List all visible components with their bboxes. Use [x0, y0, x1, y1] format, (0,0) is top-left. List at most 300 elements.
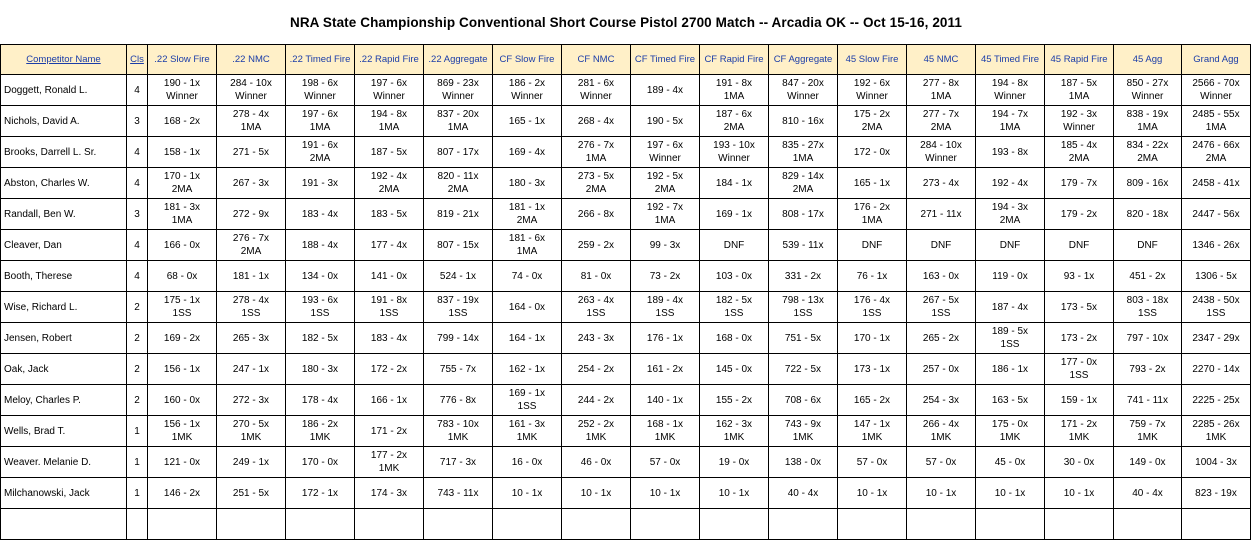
score-value: 267 - 3x: [232, 177, 270, 189]
score-value: 10 - 1x: [580, 487, 612, 499]
score-value: 140 - 1x: [646, 394, 684, 406]
score-cell: [286, 323, 355, 354]
score-cell: [1182, 292, 1251, 323]
score-cell: [355, 354, 424, 385]
score-value: 183 - 5x: [370, 208, 408, 220]
score-value: 2485 - 55x: [1192, 109, 1240, 120]
score-value: 331 - 2x: [784, 270, 822, 282]
score-cell: [631, 447, 700, 478]
score-cell: [148, 478, 217, 509]
score-value: 163 - 0x: [922, 270, 960, 282]
score-cell: [148, 354, 217, 385]
score-value: 159 - 1x: [1060, 394, 1098, 406]
award-label: 1SS: [448, 308, 468, 319]
table-row: [1, 385, 1251, 416]
score-value: 189 - 5x: [991, 326, 1029, 337]
score-cell: [700, 478, 769, 509]
score-cell: [286, 168, 355, 199]
competitor-class: 1: [127, 416, 148, 447]
score-value: 838 - 19x: [1126, 109, 1169, 120]
score-value: 162 - 3x: [715, 419, 753, 430]
score-value: 2447 - 56x: [1192, 208, 1240, 220]
score-value: 189 - 4x: [646, 84, 684, 96]
award-label: 2MA: [240, 246, 262, 257]
score-cell: [907, 478, 976, 509]
award-label: Winner: [166, 91, 198, 102]
award-label: 2MA: [585, 184, 607, 195]
score-value: 272 - 9x: [232, 208, 270, 220]
sort-by-class-link[interactable]: Cls: [130, 54, 144, 65]
score-cell: [631, 292, 700, 323]
score-cell: [148, 447, 217, 478]
score-value: DNF: [723, 239, 745, 251]
score-value: 198 - 6x: [301, 78, 339, 89]
score-cell: [562, 323, 631, 354]
score-value: 809 - 16x: [1126, 177, 1169, 189]
score-cell: [838, 478, 907, 509]
score-value: 161 - 3x: [508, 419, 546, 430]
score-value: 175 - 1x: [163, 295, 201, 306]
table-row: [1, 199, 1251, 230]
class-header: [127, 45, 148, 75]
score-cell: [976, 478, 1045, 509]
score-cell: [217, 385, 286, 416]
score-cell: [148, 323, 217, 354]
score-cell: [907, 230, 976, 261]
score-value: 121 - 0x: [163, 456, 201, 468]
score-value: 183 - 4x: [301, 208, 339, 220]
score-cell: [217, 137, 286, 168]
score-cell: [1114, 230, 1182, 261]
score-cell: [217, 323, 286, 354]
score-value: 243 - 3x: [577, 332, 615, 344]
competitor-name: Abston, Charles W.: [1, 168, 127, 199]
award-label: 1MA: [999, 122, 1021, 133]
score-cell: [769, 323, 838, 354]
score-cell: [217, 199, 286, 230]
table-row: [1, 168, 1251, 199]
column-header: 45 Timed Fire: [976, 45, 1045, 75]
score-cell: [838, 416, 907, 447]
score-cell: [769, 354, 838, 385]
award-label: 1MA: [447, 122, 469, 133]
score-cell: [1045, 354, 1114, 385]
score-cell: [1182, 447, 1251, 478]
award-label: 2MA: [378, 184, 400, 195]
score-value: 755 - 7x: [439, 363, 477, 375]
column-header: CF NMC: [562, 45, 631, 75]
score-cell: [148, 168, 217, 199]
award-label: 1SS: [172, 308, 192, 319]
score-value: 1004 - 3x: [1195, 456, 1237, 468]
score-value: 174 - 3x: [370, 487, 408, 499]
score-value: 187 - 6x: [715, 109, 753, 120]
award-label: 2MA: [792, 184, 814, 195]
score-cell: [562, 478, 631, 509]
score-value: 820 - 11x: [437, 171, 479, 182]
award-label: 1MK: [654, 432, 676, 443]
score-value: 166 - 0x: [163, 239, 201, 251]
score-cell: [769, 478, 838, 509]
score-cell: [976, 230, 1045, 261]
score-value: 181 - 1x: [232, 270, 270, 282]
column-header: CF Timed Fire: [631, 45, 700, 75]
score-cell: [1045, 478, 1114, 509]
score-value: 170 - 0x: [301, 456, 339, 468]
score-cell: [1045, 292, 1114, 323]
score-value: 194 - 8x: [991, 78, 1029, 89]
score-value: 259 - 2x: [577, 239, 615, 251]
score-value: 2285 - 26x: [1192, 419, 1240, 430]
score-cell: [217, 261, 286, 292]
score-value: 277 - 7x: [922, 109, 960, 120]
score-cell: [1182, 385, 1251, 416]
award-label: 1MA: [309, 122, 331, 133]
score-value: 138 - 0x: [784, 456, 822, 468]
sort-by-name-link[interactable]: Competitor Name: [26, 54, 101, 65]
score-value: 192 - 6x: [853, 78, 891, 89]
award-label: 1SS: [1000, 339, 1020, 350]
award-label: 1MK: [999, 432, 1021, 443]
award-label: 1MK: [1068, 432, 1090, 443]
score-value: 160 - 0x: [163, 394, 201, 406]
award-label: Winner: [304, 91, 336, 102]
award-label: Winner: [994, 91, 1026, 102]
score-cell: [976, 385, 1045, 416]
score-value: 847 - 20x: [782, 78, 824, 89]
score-value: 185 - 4x: [1060, 140, 1098, 151]
score-value: 141 - 0x: [370, 270, 408, 282]
award-label: 1MA: [723, 91, 745, 102]
score-cell: [976, 447, 1045, 478]
score-cell: [769, 75, 838, 106]
column-header: .22 Rapid Fire: [355, 45, 424, 75]
score-cell: [493, 261, 562, 292]
competitor-class: 4: [127, 261, 148, 292]
score-value: 2347 - 29x: [1192, 332, 1240, 344]
score-cell: [148, 199, 217, 230]
score-cell: [1114, 199, 1182, 230]
award-label: 1MK: [447, 432, 469, 443]
score-cell: [838, 75, 907, 106]
score-value: 539 - 11x: [782, 239, 824, 251]
score-cell: [631, 230, 700, 261]
empty-cell: [1, 509, 127, 540]
score-value: 164 - 0x: [508, 301, 546, 313]
score-value: 10 - 1x: [1063, 487, 1095, 499]
score-value: 271 - 11x: [920, 208, 962, 220]
empty-cell: [769, 509, 838, 540]
score-value: 155 - 2x: [715, 394, 753, 406]
score-value: 193 - 6x: [301, 295, 339, 306]
score-value: 2476 - 66x: [1192, 140, 1240, 151]
score-value: 850 - 27x: [1126, 78, 1169, 89]
competitor-name: Jensen, Robert: [1, 323, 127, 354]
score-value: 276 - 7x: [577, 140, 615, 151]
award-label: 1MK: [240, 432, 262, 443]
score-value: 178 - 4x: [301, 394, 339, 406]
score-value: 57 - 0x: [925, 456, 957, 468]
score-cell: [907, 168, 976, 199]
score-cell: [907, 416, 976, 447]
score-cell: [631, 416, 700, 447]
score-value: 191 - 3x: [301, 177, 339, 189]
score-value: 2438 - 50x: [1192, 295, 1240, 306]
score-value: 156 - 1x: [163, 419, 201, 430]
award-label: 1MA: [585, 153, 607, 164]
score-value: 182 - 5x: [715, 295, 753, 306]
score-cell: [631, 385, 700, 416]
competitor-name: Nichols, David A.: [1, 106, 127, 137]
award-label: 1SS: [1206, 308, 1226, 319]
award-label: 1MA: [1205, 122, 1227, 133]
score-value: 820 - 18x: [1126, 208, 1169, 220]
score-value: 194 - 3x: [991, 202, 1029, 213]
award-label: Winner: [1063, 122, 1095, 133]
score-value: 10 - 1x: [994, 487, 1026, 499]
score-value: 273 - 5x: [577, 171, 615, 182]
page-title: NRA State Championship Conventional Short Course Pistol 2700 Match -- Arcadia OK -- Oct 15-16, 2011: [289, 14, 963, 30]
score-cell: [769, 230, 838, 261]
score-cell: [562, 75, 631, 106]
score-value: 176 - 2x: [853, 202, 891, 213]
score-value: 10 - 1x: [649, 487, 681, 499]
score-cell: [1114, 75, 1182, 106]
score-value: 10 - 1x: [511, 487, 543, 499]
score-value: 76 - 1x: [856, 270, 888, 282]
score-cell: [769, 168, 838, 199]
score-cell: [493, 478, 562, 509]
score-value: 191 - 8x: [715, 78, 753, 89]
award-label: 1MA: [171, 215, 193, 226]
table-row: [1, 478, 1251, 509]
score-cell: [838, 137, 907, 168]
score-value: 834 - 22x: [1126, 140, 1169, 151]
score-value: 149 - 0x: [1129, 456, 1166, 468]
competitor-class: 2: [127, 292, 148, 323]
table-row: [1, 292, 1251, 323]
score-cell: [631, 354, 700, 385]
score-cell: [286, 385, 355, 416]
score-cell: [217, 75, 286, 106]
score-cell: [1045, 447, 1114, 478]
score-value: 187 - 5x: [370, 146, 408, 158]
score-value: 170 - 1x: [853, 332, 891, 344]
score-value: 194 - 7x: [991, 109, 1029, 120]
score-cell: [1182, 168, 1251, 199]
score-cell: [976, 137, 1045, 168]
score-value: 281 - 6x: [577, 78, 615, 89]
score-value: 717 - 3x: [439, 456, 477, 468]
score-cell: [907, 354, 976, 385]
award-label: 1SS: [724, 308, 744, 319]
score-value: 173 - 2x: [1060, 332, 1098, 344]
score-cell: [700, 137, 769, 168]
score-value: 146 - 2x: [163, 487, 201, 499]
score-value: 257 - 0x: [922, 363, 960, 375]
column-header: .22 NMC: [217, 45, 286, 75]
score-cell: [769, 292, 838, 323]
score-cell: [286, 230, 355, 261]
empty-cell: [1045, 509, 1114, 540]
award-label: 1MK: [171, 432, 193, 443]
score-cell: [631, 199, 700, 230]
award-label: 1MK: [378, 463, 400, 474]
score-cell: [1114, 292, 1182, 323]
competitor-class: 4: [127, 168, 148, 199]
score-cell: [976, 354, 1045, 385]
score-cell: [217, 230, 286, 261]
column-header: 45 Agg: [1114, 45, 1182, 75]
competitor-class: 2: [127, 385, 148, 416]
score-value: 266 - 8x: [577, 208, 615, 220]
column-header: CF Aggregate: [769, 45, 838, 75]
award-label: 1MK: [723, 432, 745, 443]
award-label: Winner: [649, 153, 681, 164]
award-label: 1MA: [861, 215, 883, 226]
score-cell: [286, 137, 355, 168]
award-label: Winner: [373, 91, 405, 102]
table-row: [1, 447, 1251, 478]
award-label: 2MA: [1205, 153, 1227, 164]
score-cell: [424, 137, 493, 168]
score-cell: [1114, 447, 1182, 478]
score-cell: [562, 416, 631, 447]
score-value: 156 - 1x: [163, 363, 201, 375]
results-table: [0, 44, 1251, 540]
score-cell: [1045, 106, 1114, 137]
empty-cell: [700, 509, 769, 540]
score-value: 272 - 3x: [232, 394, 270, 406]
score-cell: [217, 106, 286, 137]
score-value: 263 - 4x: [577, 295, 615, 306]
score-cell: [1045, 75, 1114, 106]
award-label: Winner: [1131, 91, 1164, 102]
score-cell: [838, 199, 907, 230]
header-row: [1, 45, 1251, 75]
score-cell: [976, 75, 1045, 106]
score-cell: [631, 168, 700, 199]
score-value: 722 - 5x: [784, 363, 822, 375]
score-value: 743 - 9x: [784, 419, 822, 430]
competitor-class: 2: [127, 323, 148, 354]
column-header: .22 Timed Fire: [286, 45, 355, 75]
score-value: 180 - 3x: [301, 363, 339, 375]
competitor-class: 3: [127, 199, 148, 230]
score-cell: [493, 106, 562, 137]
score-cell: [562, 106, 631, 137]
score-cell: [700, 106, 769, 137]
score-value: 186 - 2x: [301, 419, 339, 430]
score-value: 169 - 1x: [508, 388, 546, 399]
score-cell: [493, 447, 562, 478]
score-cell: [424, 292, 493, 323]
score-value: 837 - 19x: [437, 295, 479, 306]
column-header: 45 Slow Fire: [838, 45, 907, 75]
score-cell: [424, 168, 493, 199]
score-value: 743 - 11x: [437, 487, 479, 499]
score-value: 173 - 5x: [1060, 301, 1098, 313]
empty-cell: [1182, 509, 1251, 540]
score-cell: [976, 292, 1045, 323]
score-value: 2270 - 14x: [1192, 363, 1240, 375]
competitor-name: Randall, Ben W.: [1, 199, 127, 230]
award-label: 1MK: [1137, 432, 1158, 443]
score-cell: [976, 168, 1045, 199]
award-label: 1SS: [586, 308, 606, 319]
score-cell: [1182, 137, 1251, 168]
score-cell: [1114, 354, 1182, 385]
score-cell: [700, 447, 769, 478]
score-cell: [907, 447, 976, 478]
score-cell: [355, 323, 424, 354]
competitor-class: 1: [127, 478, 148, 509]
score-value: 169 - 1x: [715, 208, 753, 220]
award-label: Winner: [718, 153, 750, 164]
score-value: DNF: [1068, 239, 1090, 251]
score-value: 10 - 1x: [718, 487, 750, 499]
score-value: 265 - 2x: [922, 332, 960, 344]
award-label: 1SS: [1069, 370, 1089, 381]
score-cell: [976, 323, 1045, 354]
score-value: 270 - 5x: [232, 419, 270, 430]
competitor-name: Weaver. Melanie D.: [1, 447, 127, 478]
score-cell: [700, 261, 769, 292]
score-cell: [1182, 354, 1251, 385]
score-cell: [424, 447, 493, 478]
score-value: 451 - 2x: [1129, 270, 1166, 282]
score-cell: [286, 292, 355, 323]
score-cell: [562, 168, 631, 199]
score-cell: [148, 230, 217, 261]
award-label: 1MK: [1205, 432, 1227, 443]
empty-cell: [838, 509, 907, 540]
score-cell: [838, 106, 907, 137]
score-cell: [631, 106, 700, 137]
award-label: 1MA: [930, 91, 952, 102]
score-cell: [700, 75, 769, 106]
score-value: 197 - 6x: [301, 109, 339, 120]
score-value: 807 - 17x: [437, 146, 479, 158]
score-value: 187 - 5x: [1060, 78, 1098, 89]
score-value: 81 - 0x: [580, 270, 612, 282]
score-cell: [355, 168, 424, 199]
competitor-class: 3: [127, 106, 148, 137]
score-cell: [907, 199, 976, 230]
score-value: 759 - 7x: [1129, 419, 1166, 430]
score-value: 181 - 6x: [508, 233, 546, 244]
award-label: 1MK: [585, 432, 607, 443]
score-value: 165 - 2x: [853, 394, 891, 406]
score-cell: [976, 416, 1045, 447]
score-cell: [1182, 106, 1251, 137]
empty-cell: [493, 509, 562, 540]
score-value: 30 - 0x: [1063, 456, 1095, 468]
empty-cell: [907, 509, 976, 540]
score-cell: [769, 416, 838, 447]
score-value: 169 - 4x: [508, 146, 546, 158]
score-value: DNF: [930, 239, 952, 251]
score-cell: [424, 199, 493, 230]
score-value: 93 - 1x: [1063, 270, 1095, 282]
score-cell: [562, 292, 631, 323]
score-cell: [1045, 137, 1114, 168]
score-value: 799 - 14x: [437, 332, 479, 344]
empty-cell: [355, 509, 424, 540]
score-cell: [286, 199, 355, 230]
score-value: 183 - 4x: [370, 332, 408, 344]
score-cell: [769, 261, 838, 292]
